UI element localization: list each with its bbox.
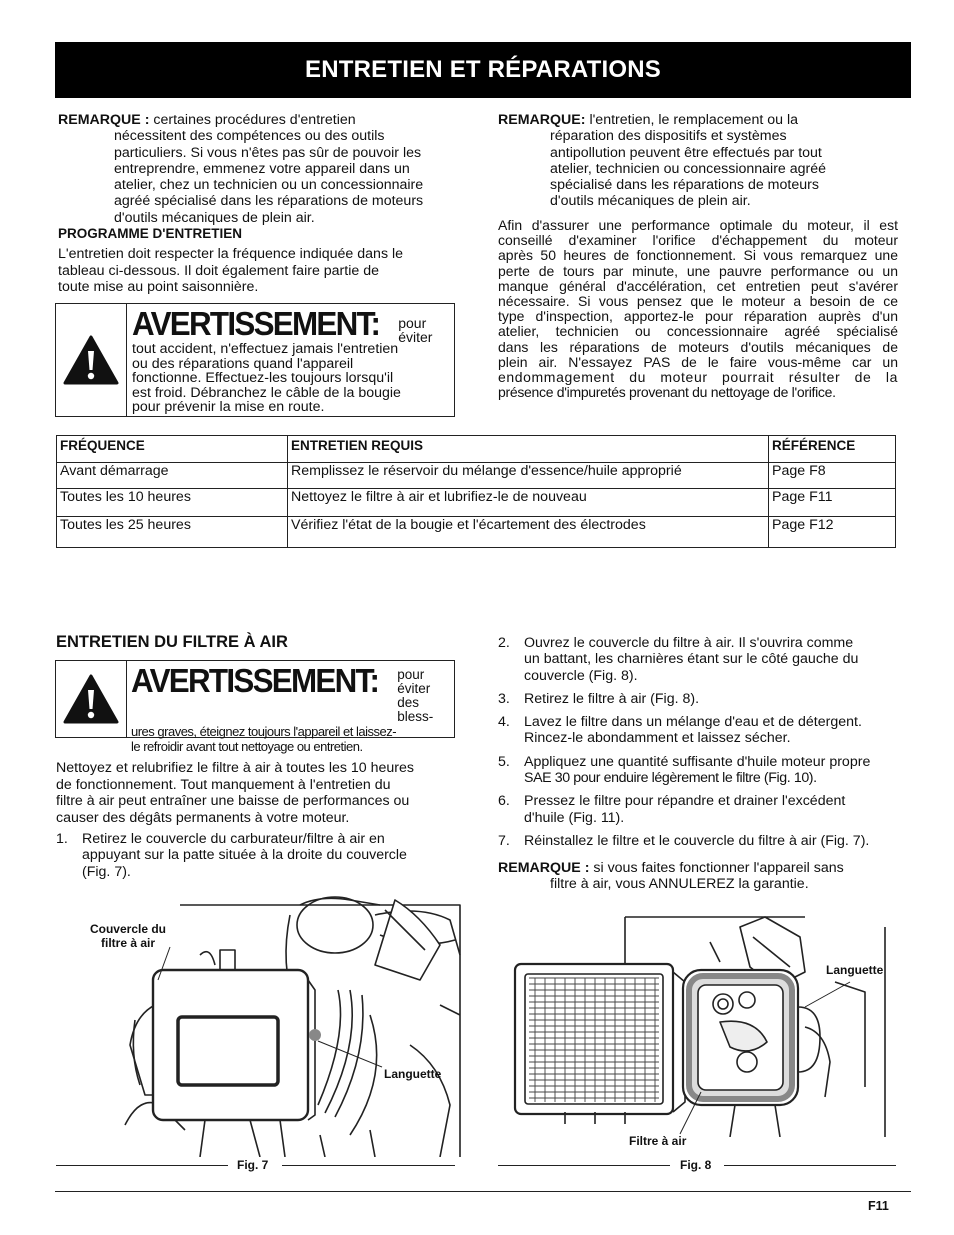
step-line: (Fig. 7). xyxy=(82,863,131,880)
warning-title: AVERTISSEMENT: xyxy=(131,662,379,699)
step-item xyxy=(498,714,908,747)
muffler-line: endommagement du moteur pourrait résulter de la xyxy=(498,369,898,386)
warning-line: fonctionne. Effectuez-les toujours lorsqu'il xyxy=(132,370,394,386)
fig8-callout-tab: Languette xyxy=(826,963,884,977)
step-number: 7. xyxy=(498,832,510,849)
left-note-first: certaines procédures d'entretien xyxy=(149,112,356,128)
fig7-callout-tab: Languette xyxy=(384,1067,442,1081)
air-filter-intro xyxy=(56,760,456,826)
table-cell: Avant démarrage xyxy=(57,463,288,489)
air-filter-note xyxy=(498,860,908,893)
step-line: SAE 30 pour enduire légèrement le filtre (Fig. 10). xyxy=(524,770,817,787)
table-header: RÉFÉRENCE xyxy=(769,436,896,463)
step-line: Lavez le filtre dans un mélange d'eau et de détergent. xyxy=(524,714,862,731)
fig7-caption: Fig. 7 xyxy=(237,1158,269,1172)
right-note-line: antipollution peuvent être effectués par tout xyxy=(550,144,822,161)
schedule-intro-line: toute mise au point saisonnière. xyxy=(58,279,259,295)
muffler-line: après 50 heures de fonctionnement. Si vous remarquez une xyxy=(498,247,898,264)
fig8-rule-right xyxy=(724,1165,896,1166)
left-note-line: d'outils mécaniques de plein air. xyxy=(114,209,315,226)
step-item xyxy=(498,754,908,787)
table-header-row xyxy=(57,436,896,463)
muffler-line: atelier, technicien ou concessionnaire agréé spécialisé xyxy=(498,323,898,340)
steps-left xyxy=(56,831,456,887)
table-row xyxy=(57,463,896,489)
step-line: Réinstallez le filtre et le couvercle du filtre à air (Fig. 7). xyxy=(524,832,870,849)
right-note-first: l'entretien, le remplacement ou la xyxy=(585,112,798,128)
callout-line: filtre à air xyxy=(100,936,156,950)
callout-line: Couvercle du xyxy=(89,922,167,936)
air-filter-heading: ENTRETIEN DU FILTRE À AIR xyxy=(56,633,288,651)
warning-aside: pour éviter xyxy=(397,667,431,696)
right-note-line: atelier, technicien ou concessionnaire agréé xyxy=(550,160,827,177)
step-line: Ouvrez le couvercle du filtre à air. Il s'ouvrira comme xyxy=(524,635,854,651)
step-line: Rincez-le abondamment et laissez sécher. xyxy=(524,730,791,747)
left-note-label: REMARQUE : xyxy=(58,112,150,128)
step-line: Pressez le filtre pour répandre et drainer l'excédent xyxy=(524,793,846,810)
step-item xyxy=(498,793,908,826)
table-header: ENTRETIEN REQUIS xyxy=(288,436,769,463)
table-cell: Nettoyez le filtre à air et lubrifiez-le de nouveau xyxy=(288,489,769,517)
warning-triangle-icon xyxy=(56,661,127,737)
table-row xyxy=(57,517,896,548)
fig7-callout-cover xyxy=(84,922,172,950)
warning-line: ures graves, éteignez toujours l'appareil et laissez- xyxy=(131,724,397,739)
step-number: 4. xyxy=(498,714,510,731)
warning-aside: éviter xyxy=(398,329,433,345)
table-header: FRÉQUENCE xyxy=(57,436,288,463)
muffler-line: plein air. N'essayez PAS de le faire vous-même car un xyxy=(498,353,898,370)
section-banner xyxy=(55,42,911,98)
fig8-caption: Fig. 8 xyxy=(680,1158,712,1172)
muffler-line: perte de tours par minute, une pauvre performance ou un xyxy=(498,262,898,279)
maintenance-table xyxy=(56,435,896,548)
table-cell: Page F11 xyxy=(769,489,896,517)
schedule-heading: PROGRAMME D'ENTRETIEN xyxy=(58,226,242,241)
muffler-line: dans les réparations de moteurs d'outils mécaniques de xyxy=(498,338,898,355)
table-row xyxy=(57,489,896,517)
muffler-line: présence d'impuretés provenant du nettoyage de l'orifice. xyxy=(498,384,836,401)
warning-line: le refroidir avant tout nettoyage ou entretien. xyxy=(131,739,363,754)
schedule-intro-line: L'entretien doit respecter la fréquence indiquée dans le xyxy=(58,246,404,262)
step-item xyxy=(498,833,908,849)
intro-line: de fonctionnement. Tout manquement à l'entretien du xyxy=(56,776,391,793)
left-note-line: particuliers. Si vous n'êtes pas sûr de pouvoir les xyxy=(114,144,422,161)
right-note-line: spécialisé dans les réparations de moteurs xyxy=(550,177,819,194)
table-cell: Vérifiez l'état de la bougie et l'écartement des électrodes xyxy=(288,517,769,548)
warning-line: pour prévenir la mise en route. xyxy=(132,399,325,415)
table-cell: Toutes les 25 heures xyxy=(57,517,288,548)
warning-line: tout accident, n'effectuez jamais l'entretien xyxy=(132,341,399,357)
step-item xyxy=(56,831,456,880)
table-cell: Page F12 xyxy=(769,517,896,548)
warning-triangle-icon xyxy=(56,304,127,416)
left-note-line: entreprendre, emmenez votre appareil dans un xyxy=(114,160,410,177)
table-cell: Remplissez le réservoir du mélange d'essence/huile approprié xyxy=(288,463,769,489)
fig8-rule-left xyxy=(498,1165,670,1166)
right-note-line: réparation des dispositifs et systèmes xyxy=(550,128,787,145)
muffler-paragraph xyxy=(498,218,898,400)
warning-aside: des bless- xyxy=(397,695,434,724)
footer-rule xyxy=(55,1191,911,1192)
right-note-line: d'outils mécaniques de plein air. xyxy=(550,193,751,210)
step-line: un battant, les charnières étant sur le côté gauche du xyxy=(524,651,859,668)
step-line: Retirez le couvercle du carburateur/filtre à air en xyxy=(82,831,385,847)
schedule-intro-line: tableau ci-dessous. Il doit également faire partie de xyxy=(58,262,379,279)
right-note xyxy=(498,112,898,210)
left-note xyxy=(58,112,458,226)
warning-aside: pour xyxy=(398,315,427,331)
section-title: ENTRETIEN ET RÉPARATIONS xyxy=(305,56,661,83)
fig8-callout-filter: Filtre à air xyxy=(629,1134,687,1148)
steps-right xyxy=(498,635,908,856)
intro-line: causer des dégâts permanents à votre moteur. xyxy=(56,809,350,826)
fig8-illustration xyxy=(505,912,905,1137)
page-number: F11 xyxy=(868,1199,889,1213)
warning-box-1 xyxy=(55,303,455,417)
note-first: si vous faites fonctionner l'appareil sans xyxy=(589,860,844,876)
muffler-line: conseillé d'examiner l'orifice d'échappement du moteur xyxy=(498,232,898,249)
step-line: Appliquez une quantité suffisante d'huile moteur propre xyxy=(524,753,871,770)
intro-line: filtre à air peut entraîner une baisse de performances ou xyxy=(56,793,410,809)
muffler-line: nécessaire. Si vous pensez que le moteur a besoin de ce xyxy=(498,293,898,310)
left-note-line: agréé spécialisé dans les réparations de moteurs xyxy=(114,193,424,210)
step-line: d'huile (Fig. 11). xyxy=(524,809,625,826)
muffler-line: type d'inspection, apportez-le pour réparation auprès d'un xyxy=(498,308,898,325)
fig7-rule-left xyxy=(56,1165,228,1166)
step-number: 6. xyxy=(498,793,510,810)
fig7-rule-right xyxy=(282,1165,455,1166)
warning-line: est froid. Débranchez le câble de la bougie xyxy=(132,384,401,401)
step-item xyxy=(498,691,908,707)
step-line: couvercle (Fig. 8). xyxy=(524,667,638,684)
step-number: 5. xyxy=(498,753,510,770)
left-note-line: nécessitent des compétences ou des outils xyxy=(114,128,385,145)
step-line: appuyant sur la patte située à la droite du couvercle xyxy=(82,847,407,864)
step-number: 1. xyxy=(56,831,68,847)
warning-line: ou des réparations quand l'appareil xyxy=(132,355,354,372)
note-label: REMARQUE : xyxy=(498,860,590,876)
note-line: filtre à air, vous ANNULEREZ la garantie. xyxy=(550,876,809,893)
table-cell: Toutes les 10 heures xyxy=(57,489,288,517)
intro-line: Nettoyez et relubrifiez le filtre à air à toutes les 10 heures xyxy=(56,760,415,776)
step-number: 3. xyxy=(498,690,510,707)
step-line: Retirez le filtre à air (Fig. 8). xyxy=(524,690,700,707)
step-number: 2. xyxy=(498,635,510,651)
warning-box-2 xyxy=(55,660,455,754)
warning-title: AVERTISSEMENT: xyxy=(132,305,380,342)
schedule-intro xyxy=(58,246,458,296)
muffler-line: Afin d'assurer une performance optimale du moteur, il est xyxy=(498,217,898,233)
right-note-label: REMARQUE: xyxy=(498,112,586,128)
left-note-line: atelier, chez un technicien ou un concessionnaire xyxy=(114,177,424,194)
step-item xyxy=(498,635,908,684)
table-cell: Page F8 xyxy=(769,463,896,489)
muffler-line: manque général d'accélération, cet entretien peut s'avérer xyxy=(498,277,898,294)
